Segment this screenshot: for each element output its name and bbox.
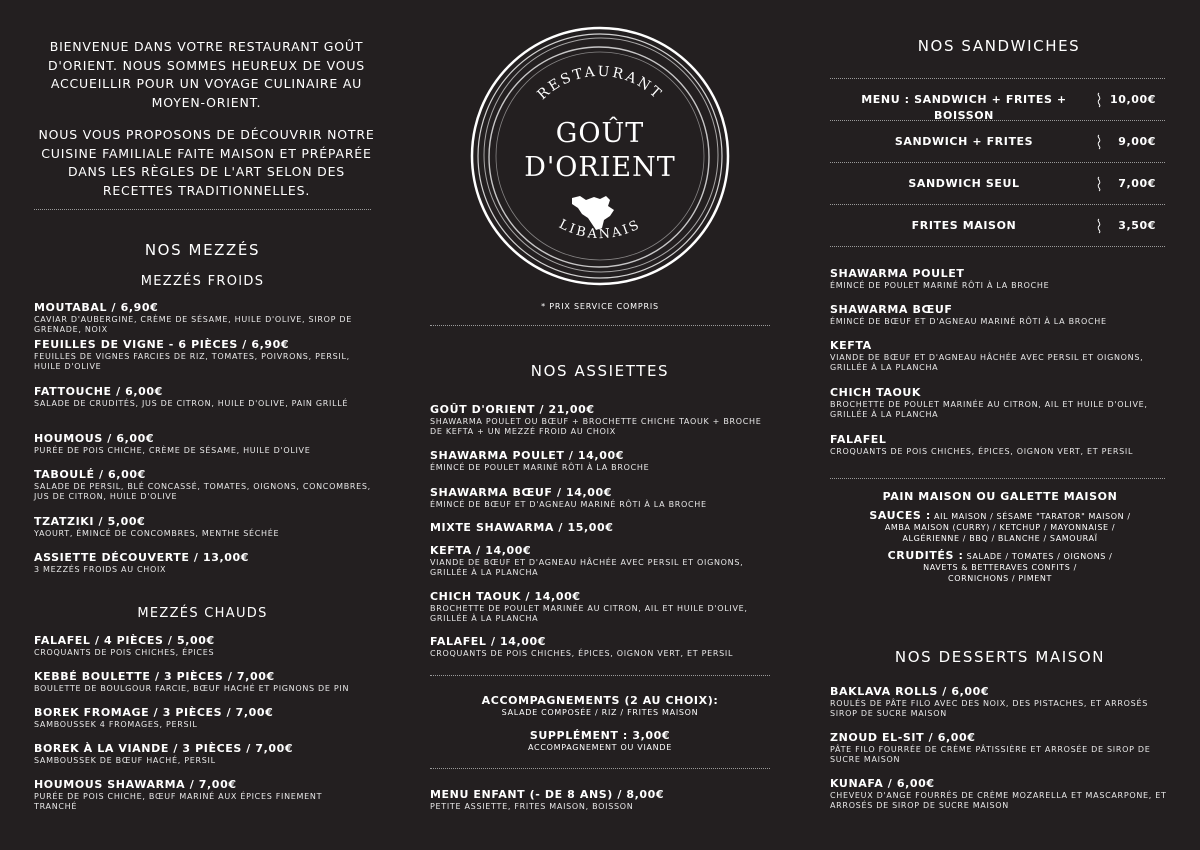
squiggle-separator-icon: [1095, 134, 1103, 150]
menu-item: [34, 670, 379, 706]
item-name: SHAWARMA BŒUF / 14,00€: [430, 486, 613, 499]
item-desc: ÉMINCÉ DE BŒUF ET D'AGNEAU MARINÉ RÔTI À LA BROCHE: [430, 500, 707, 509]
item-desc: CAVIAR D'AUBERGINE, CRÈME DE SÉSAME, HUILE D'OLIVE, SIROP DE GRENADE, NOIX: [34, 315, 353, 334]
item-name: MIXTE SHAWARMA / 15,00€: [430, 521, 614, 534]
item-desc: ÉMINCÉ DE POULET MARINÉ RÔTI À LA BROCHE: [830, 281, 1050, 290]
sandwiches-list: [830, 267, 1175, 457]
item-name: HOUMOUS / 6,00€: [34, 432, 155, 445]
menu-item: [34, 385, 379, 432]
item-name: SHAWARMA POULET / 14,00€: [430, 449, 624, 462]
item-desc: FEUILLES DE VIGNES FARCIES DE RIZ, TOMATES, POIVRONS, PERSIL, HUILE D'OLIVE: [34, 352, 350, 371]
divider: [830, 478, 1165, 479]
sauces-text-1: AIL MAISON / SÉSAME "TARATOR" MAISON /: [934, 512, 1131, 521]
welcome-paragraph-1: BIENVENUE DANS VOTRE RESTAURANT GOÛT D'ORIENT. NOUS SOMMES HEUREUX DE VOUS ACCUEILLIR POUR UN VOYAGE CULINAIRE AU MOYEN-ORIENT.: [47, 39, 366, 110]
sauces-label: SAUCES :: [869, 509, 931, 522]
item-desc: PURÉE DE POIS CHICHE, BŒUF MARINÉ AUX ÉPICES FINEMENT TRANCHÉ: [34, 792, 323, 811]
pain-block: [830, 490, 1170, 584]
divider: [830, 246, 1165, 247]
menu-item: [430, 635, 775, 659]
menu-item: [34, 468, 379, 515]
item-desc: YAOURT, ÉMINCÉ DE CONCOMBRES, MENTHE SÉCHÉE: [34, 529, 280, 538]
desserts-title: NOS DESSERTS MAISON: [894, 648, 1106, 666]
item-desc: BOULETTE DE BOULGOUR FARCIE, BŒUF HACHÉ ET PIGNONS DE PIN: [34, 684, 350, 693]
item-name: KEBBÉ BOULETTE / 3 PIÈCES / 7,00€: [34, 670, 275, 683]
menu-item: [430, 521, 775, 544]
logo-line-1: GOÛT: [555, 118, 645, 149]
item-name: FALAFEL / 4 PIÈCES / 5,00€: [34, 634, 215, 647]
item-name: FALAFEL: [830, 433, 887, 446]
logo-bottom-text: LIBANAIS: [556, 216, 644, 243]
welcome-paragraph-2: NOUS VOUS PROPOSONS DE DÉCOUVRIR NOTRE CUISINE FAMILIALE FAITE MAISON ET PRÉPARÉE DANS LES RÈGLES DE L'ART SELON DES RECETTES TRADITIONNELLES.: [38, 127, 375, 198]
menu-enfant: [430, 788, 770, 812]
item-desc: ROULÉS DE PÂTE FILO AVEC DES NOIX, DES PISTACHES, ET ARROSÉS SIROP DE SUCRE MAISON: [830, 699, 1148, 718]
squiggle-separator-icon: [1095, 92, 1103, 108]
squiggle-separator-icon: [1095, 176, 1103, 192]
sauces-line-1: [830, 510, 1170, 522]
menu-item: [34, 706, 379, 742]
item-name: KEFTA: [830, 339, 872, 352]
supplement-title: SUPPLÉMENT : 3,00€: [529, 729, 671, 742]
logo-top-text: RESTAURANT: [534, 63, 666, 104]
menu-item: [34, 551, 379, 588]
sauces-line-2: AMBA MAISON (CURRY) / KETCHUP / MAYONNAISE /: [884, 523, 1116, 532]
sandwich-price-row: [830, 134, 1170, 150]
item-desc: CHEVEUX D'ANGE FOURRÉS DE CRÈME MOZARELLA ET MASCARPONE, ET ARROSÉS DE SIROP DE SUCRE MAISON: [830, 791, 1167, 810]
item-desc: SALADE DE CRUDITÉS, JUS DE CITRON, HUILE D'OLIVE, PAIN GRILLÉ: [34, 399, 349, 408]
item-name: ASSIETTE DÉCOUVERTE / 13,00€: [34, 551, 250, 564]
item-name: BOREK À LA VIANDE / 3 PIÈCES / 7,00€: [34, 742, 294, 755]
item-name: FALAFEL / 14,00€: [430, 635, 547, 648]
sandwiches-title: NOS SANDWICHES: [917, 37, 1081, 55]
item-name: FATTOUCHE / 6,00€: [34, 385, 163, 398]
item-name: KUNAFA / 6,00€: [830, 777, 935, 790]
crudites-label: CRUDITÉS :: [887, 549, 964, 562]
item-name: MOUTABAL / 6,90€: [34, 301, 159, 314]
item-desc: SHAWARMA POULET OU BŒUF + BROCHETTE CHICHE TAOUK + BROCHE DE KEFTA + UN MEZZÉ FROID AU CHOIX: [430, 417, 762, 436]
logo-line-2: D'ORIENT: [524, 152, 676, 183]
item-name: CHICH TAOUK / 14,00€: [430, 590, 581, 603]
menu-item: [430, 449, 775, 486]
item-name: TABOULÉ / 6,00€: [34, 468, 146, 481]
row-price: 10,00€: [1109, 93, 1156, 106]
item-desc: CROQUANTS DE POIS CHICHES, ÉPICES, OIGNON VERT, ET PERSIL: [430, 649, 734, 658]
menu-item: [34, 515, 379, 551]
menu-item: [830, 433, 1175, 457]
divider: [430, 325, 770, 326]
menu-item: [430, 788, 770, 812]
item-desc: SAMBOUSSEK DE BŒUF HACHÉ, PERSIL: [34, 756, 216, 765]
item-name: SHAWARMA BŒUF: [830, 303, 953, 316]
item-desc: ÉMINCÉ DE POULET MARINÉ RÔTI À LA BROCHE: [430, 463, 650, 472]
menu-item: [34, 338, 379, 385]
service-note: * PRIX SERVICE COMPRIS: [541, 302, 659, 311]
sandwich-price-row: [830, 92, 1170, 122]
item-desc: BROCHETTE DE POULET MARINÉE AU CITRON, AIL ET HUILE D'OLIVE, GRILLÉE À LA PLANCHA: [430, 604, 748, 623]
row-price: 3,50€: [1118, 219, 1156, 232]
item-name: ZNOUD EL-SIT / 6,00€: [830, 731, 976, 744]
row-price: 9,00€: [1118, 135, 1156, 148]
sauces-line-3: ALGÉRIENNE / BBQ / BLANCHE / SAMOURAÏ: [902, 534, 1098, 543]
item-name: MENU ENFANT (- DE 8 ANS) / 8,00€: [430, 788, 665, 801]
item-desc: CROQUANTS DE POIS CHICHES, ÉPICES, OIGNON VERT, ET PERSIL: [830, 447, 1134, 456]
divider: [430, 768, 770, 769]
menu-item: [34, 742, 379, 778]
mezzes-chauds-list: [34, 634, 379, 818]
menu-item: [430, 544, 775, 590]
mezzes-title: NOS MEZZÉS: [144, 241, 261, 259]
item-desc: PURÉE DE POIS CHICHE, CRÈME DE SÉSAME, HUILE D'OLIVE: [34, 446, 311, 455]
item-name: KEFTA / 14,00€: [430, 544, 532, 557]
menu-item: [430, 486, 775, 521]
mezzes-froids-list: [34, 301, 379, 588]
menu-item: [34, 432, 379, 468]
item-desc: 3 MEZZÉS FROIDS AU CHOIX: [34, 565, 167, 574]
crudites-line-2: NAVETS & BETTERAVES CONFITS /: [923, 563, 1077, 572]
item-desc: BROCHETTE DE POULET MARINÉE AU CITRON, AIL ET HUILE D'OLIVE, GRILLÉE À LA PLANCHA: [830, 400, 1148, 419]
row-label: FRITES MAISON: [911, 219, 1017, 232]
menu-item: [830, 685, 1175, 731]
supplement-desc: ACCOMPAGNEMENT OU VIANDE: [528, 743, 672, 752]
item-name: CHICH TAOUK: [830, 386, 922, 399]
mezzes-chauds-title: MEZZÉS CHAUDS: [137, 606, 268, 621]
squiggle-separator-icon: [1095, 218, 1103, 234]
welcome-text: [34, 38, 379, 214]
item-name: GOÛT D'ORIENT / 21,00€: [430, 403, 595, 416]
row-label: SANDWICH SEUL: [908, 177, 1020, 190]
desserts-list: [830, 685, 1175, 811]
accompagnements-title: ACCOMPAGNEMENTS (2 AU CHOIX):: [481, 694, 719, 707]
assiettes-title: NOS ASSIETTES: [530, 362, 670, 380]
item-name: BAKLAVA ROLLS / 6,00€: [830, 685, 990, 698]
supplement-block: [430, 729, 770, 753]
accompagnements-block: [430, 694, 770, 718]
item-name: BOREK FROMAGE / 3 PIÈCES / 7,00€: [34, 706, 274, 719]
sandwich-price-row: [830, 218, 1170, 234]
assiettes-list: [430, 403, 775, 659]
menu-item: [830, 339, 1175, 386]
divider: [430, 675, 770, 676]
item-name: FEUILLES DE VIGNE - 6 PIÈCES / 6,90€: [34, 338, 290, 351]
item-desc: CROQUANTS DE POIS CHICHES, ÉPICES: [34, 648, 215, 657]
divider: [830, 162, 1165, 163]
menu-item: [830, 777, 1175, 811]
item-desc: SALADE DE PERSIL, BLÉ CONCASSÉ, TOMATES, OIGNONS, CONCOMBRES, JUS DE CITRON, HUILE D'OLIVE: [34, 482, 371, 501]
item-name: SHAWARMA POULET: [830, 267, 965, 280]
row-price: 7,00€: [1118, 177, 1156, 190]
accompagnements-desc: SALADE COMPOSÉE / RIZ / FRITES MAISON: [501, 708, 699, 717]
row-label: SANDWICH + FRITES: [894, 135, 1034, 148]
divider: [34, 209, 371, 210]
crudites-line-3: CORNICHONS / PIMENT: [948, 574, 1052, 583]
sandwich-price-row: [830, 176, 1170, 192]
divider: [830, 120, 1165, 121]
menu-item: [830, 267, 1175, 303]
menu-item: [830, 303, 1175, 339]
menu-item: [830, 386, 1175, 433]
mezzes-froids-title: MEZZÉS FROIDS: [140, 274, 265, 289]
item-desc: VIANDE DE BŒUF ET D'AGNEAU HÂCHÉE AVEC PERSIL ET OIGNONS, GRILLÉE À LA PLANCHA: [430, 558, 744, 577]
item-desc: ÉMINCÉ DE BŒUF ET D'AGNEAU MARINÉ RÔTI À LA BROCHE: [830, 317, 1107, 326]
crudites-line-1: [830, 550, 1170, 562]
restaurant-logo: [468, 24, 732, 288]
item-name: TZATZIKI / 5,00€: [34, 515, 146, 528]
divider: [830, 78, 1165, 79]
menu-item: [34, 301, 379, 338]
menu-item: [34, 778, 379, 818]
item-desc: PÂTE FILO FOURRÉE DE CRÈME PÂTISSIÈRE ET ARROSÉE DE SIROP DE SUCRE MAISON: [830, 745, 1151, 764]
menu-item: [430, 403, 775, 449]
crudites-text-1: SALADE / TOMATES / OIGNONS /: [966, 552, 1113, 561]
row-label: MENU : SANDWICH + FRITES + BOISSON: [861, 93, 1067, 122]
menu-item: [430, 590, 775, 635]
item-desc: PETITE ASSIETTE, FRITES MAISON, BOISSON: [430, 802, 634, 811]
menu-item: [830, 731, 1175, 777]
divider: [830, 204, 1165, 205]
item-desc: SAMBOUSSEK 4 FROMAGES, PERSIL: [34, 720, 198, 729]
item-desc: VIANDE DE BŒUF ET D'AGNEAU HÂCHÉE AVEC PERSIL ET OIGNONS, GRILLÉE À LA PLANCHA: [830, 353, 1144, 372]
pain-title: PAIN MAISON OU GALETTE MAISON: [882, 490, 1118, 503]
menu-item: [34, 634, 379, 670]
item-name: HOUMOUS SHAWARMA / 7,00€: [34, 778, 237, 791]
